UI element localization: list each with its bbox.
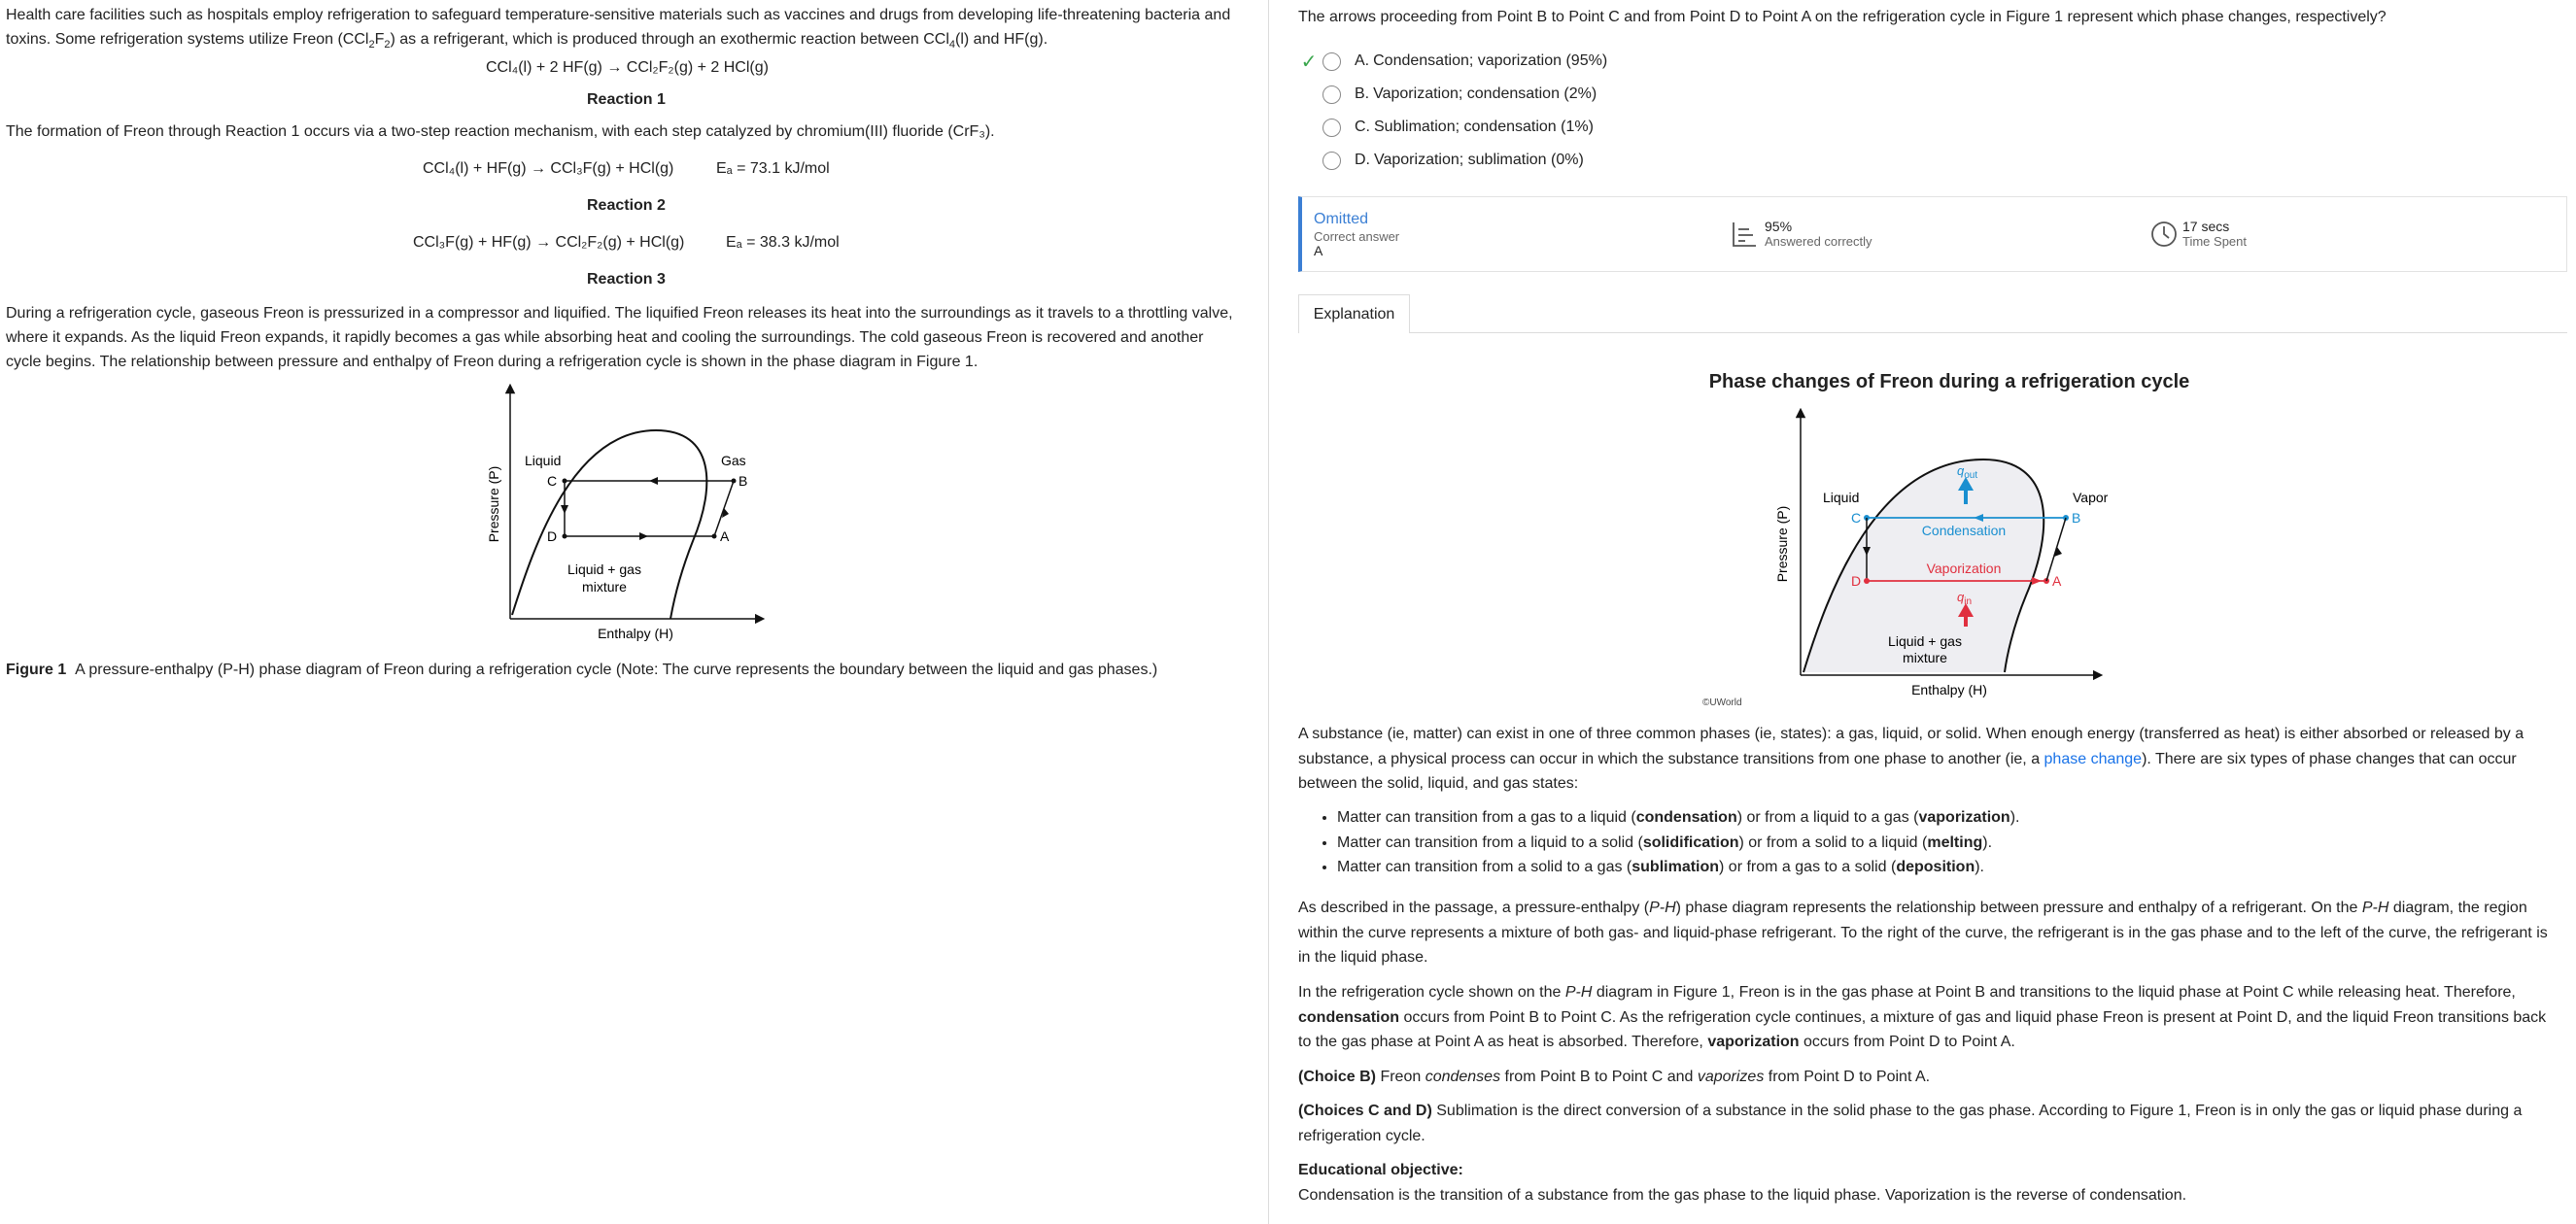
figure1-point-d: D bbox=[547, 528, 558, 544]
copyright: ©UWorld bbox=[1702, 697, 1742, 708]
q-out-label: $q_{out}$ bbox=[1957, 463, 1978, 481]
figure1-point-a: A bbox=[720, 528, 730, 544]
list-item: • Matter can transition from a solid to a gas (sublimation) or from a gas to a solid (deposition). bbox=[1337, 855, 2576, 880]
educational-objective-text: Condensation is the transition of a substance from the gas phase to the liquid phase. Vaporization is the reverse of condensation. bbox=[1298, 1187, 2187, 1204]
reaction3-ea: Eₐ = 38.3 kJ/mol bbox=[726, 234, 840, 251]
explanation-paragraph-1: A substance (ie, matter) can exist in one of three common phases (ie, states): a gas, liquid, or solid. When enough energy (transferred as heat) is either absorbed or released by a substance, a physical process can occur in which the substance transitions from one phase to another (ie, a phase change). There are six types of phase changes that can occur between the solid, liquid, and gas states: bbox=[1298, 726, 2524, 792]
choice-d[interactable]: D. Vaporization; sublimation (0%) bbox=[1298, 148, 1584, 173]
choice-c[interactable]: C. Sublimation; condensation (1%) bbox=[1298, 115, 1594, 140]
condensation-label: Condensation bbox=[1921, 523, 2007, 538]
reaction2-equation: CCl₄(l) + HF(g) → CCl₃F(g) + HCl(g) bbox=[423, 160, 674, 177]
fig-point-c: C bbox=[1851, 510, 1862, 526]
status-text: Omitted bbox=[1314, 211, 1369, 227]
question-pane bbox=[1269, 0, 2576, 1224]
heat-out-arrow bbox=[1964, 489, 1968, 504]
time-spent-value: 17 secs bbox=[2182, 219, 2230, 234]
phase-change-list bbox=[1298, 805, 2576, 880]
choice-b[interactable]: B. Vaporization; condensation (2%) bbox=[1298, 82, 1597, 107]
fig-mixture-1: Liquid + gas bbox=[1888, 633, 1962, 649]
q-in-label: $q_{in}$ bbox=[1957, 590, 1973, 607]
figure1-point-b: B bbox=[738, 473, 748, 489]
choice-b-explanation: (Choice B) Freon condenses from Point B to Point C and vaporizes from Point D to Point A. bbox=[1298, 1069, 1931, 1085]
fig-point-b: B bbox=[2072, 510, 2081, 526]
correct-answer-value: A bbox=[1314, 243, 1323, 258]
choice-a[interactable]: ✓ A. Condensation; vaporization (95%) bbox=[1298, 49, 1607, 74]
explanation-paragraph-3: In the refrigeration cycle shown on the P-H diagram in Figure 1, Freon is in the gas phase at Point B and transitions to the liquid phase at Point C while releasing heat. Therefore, condensation occurs from Point B to Point C. As the refrigeration cycle continues, a mixture of gas and liquid phase Freon is present at Point D, and the liquid Freon transitions back to the gas phase at Point A as heat is absorbed. Therefore, vaporization occurs from Point D to Point A. bbox=[1298, 984, 2547, 1050]
omitted-stat: Omitted Correct answer A bbox=[1314, 211, 1400, 258]
fig-y-axis-label: Pressure (P) bbox=[1774, 505, 1790, 583]
figure1-x-axis-label: Enthalpy (H) bbox=[598, 626, 673, 641]
choice-b-radio[interactable] bbox=[1322, 85, 1341, 104]
clock-icon bbox=[2149, 220, 2179, 249]
educational-objective-title: Educational objective: bbox=[1298, 1162, 1463, 1178]
figure1-diagram bbox=[481, 384, 773, 651]
fig-point-d: D bbox=[1851, 573, 1862, 589]
passage-intro: Health care facilities such as hospitals employ refrigeration to safeguard temperature-sensitive materials such as vaccines and drugs from developing life-threatening bacteria and toxins. Some refrigeration systems utilize Freon $(CCl_2F_2)$ as a refrigerant, which is produced through an exothermic reaction between CCl$_4$(l) and HF(g). bbox=[6, 7, 1231, 51]
figure1-mixture-label-2: mixture bbox=[582, 579, 627, 595]
choice-a-radio[interactable] bbox=[1322, 52, 1341, 71]
explanation-figure-title: Phase changes of Freon during a refrigeration cycle bbox=[1708, 371, 2190, 392]
question-text: The arrows proceeding from Point B to Point C and from Point D to Point A on the refrigeration cycle in Figure 1 represent which phase changes, respectively? bbox=[1298, 9, 2387, 25]
vaporization-label: Vaporization bbox=[1926, 561, 2002, 576]
cycle-paragraph: During a refrigeration cycle, gaseous Freon is pressurized in a compressor and liquified. The liquified Freon releases its heat into the surroundings as it travels to a throttling valve, where it expands. As the liquid Freon expands, it rapidly becomes a gas while absorbing heat and cooling the surroundings. The cold gaseous Freon is recovered and another cycle begins. The relationship between pressure and enthalpy of Freon during a refrigeration cycle is shown in the phase diagram in Figure 1. bbox=[6, 305, 1233, 370]
reaction1-label: Reaction 1 bbox=[587, 91, 666, 108]
list-item: • Matter can transition from a liquid to a solid (solidification) or from a solid to a liquid (melting). bbox=[1337, 831, 2576, 856]
fig-vapor-label: Vapor bbox=[2073, 490, 2109, 505]
passage-pane bbox=[0, 0, 1268, 1224]
fig-mixture-2: mixture bbox=[1903, 650, 1947, 665]
figure1-mixture-label-1: Liquid + gas bbox=[567, 561, 641, 577]
choices-c-d-explanation: (Choices C and D) Sublimation is the direct conversion of a substance in the solid phase to the gas phase. According to Figure 1, Freon is in only the gas or liquid phase during a refrigeration cycle. bbox=[1298, 1103, 2523, 1144]
figure1-caption: Figure 1 A pressure-enthalpy (P-H) phase diagram of Freon during a refrigeration cycle (Note: The curve represents the boundary between the liquid and gas phases.) bbox=[6, 662, 1158, 678]
figure1-gas-label: Gas bbox=[721, 453, 746, 468]
figure1-point-c: C bbox=[547, 473, 558, 489]
bar-chart-icon bbox=[1730, 220, 1759, 249]
answer-stats-bar bbox=[1298, 196, 2567, 272]
percent-stat: 95% Answered correctly bbox=[1730, 197, 1872, 271]
phase-change-link[interactable]: phase change bbox=[2044, 750, 2143, 767]
percent-correct-value: 95% bbox=[1765, 219, 1793, 234]
reaction3-label: Reaction 3 bbox=[587, 271, 666, 288]
choice-c-radio[interactable] bbox=[1322, 119, 1341, 137]
list-item: • Matter can transition from a gas to a liquid (condensation) or from a liquid to a gas (vaporization). bbox=[1337, 805, 2576, 831]
fig-point-a: A bbox=[2052, 573, 2062, 589]
correct-check-icon: ✓ bbox=[1300, 51, 1318, 73]
reaction1-equation: CCl₄(l) + 2 HF(g) → CCl₂F₂(g) + 2 HCl(g) bbox=[486, 59, 769, 76]
reaction2-label: Reaction 2 bbox=[587, 197, 666, 214]
time-stat: 17 secs Time Spent bbox=[2149, 197, 2247, 271]
tab-explanation[interactable]: Explanation bbox=[1298, 294, 1410, 333]
reaction3-equation: CCl₃F(g) + HF(g) → CCl₂F₂(g) + HCl(g) bbox=[413, 234, 685, 251]
mechanism-text: The formation of Freon through Reaction 1 occurs via a two-step reaction mechanism, with each step catalyzed by chromium(III) fluoride (CrF₃). bbox=[6, 123, 995, 140]
explanation-paragraph-2: As described in the passage, a pressure-enthalpy (P-H) phase diagram represents the relationship between pressure and enthalpy of a refrigerant. On the P-H diagram, the region within the curve represents a mixture of both gas- and liquid-phase refrigerant. To the right of the curve, the refrigerant is in the gas phase and to the left of the curve, the refrigerant is in the liquid phase. bbox=[1298, 900, 2548, 966]
choice-d-radio[interactable] bbox=[1322, 152, 1341, 170]
reaction2-ea: Eₐ = 73.1 kJ/mol bbox=[716, 160, 830, 177]
explanation-figure bbox=[1769, 403, 2119, 704]
fig-liquid-label: Liquid bbox=[1823, 490, 1860, 505]
figure1-y-axis-label: Pressure (P) bbox=[486, 465, 501, 543]
fig-x-axis-label: Enthalpy (H) bbox=[1911, 682, 1987, 697]
figure1-liquid-label: Liquid bbox=[525, 453, 562, 468]
